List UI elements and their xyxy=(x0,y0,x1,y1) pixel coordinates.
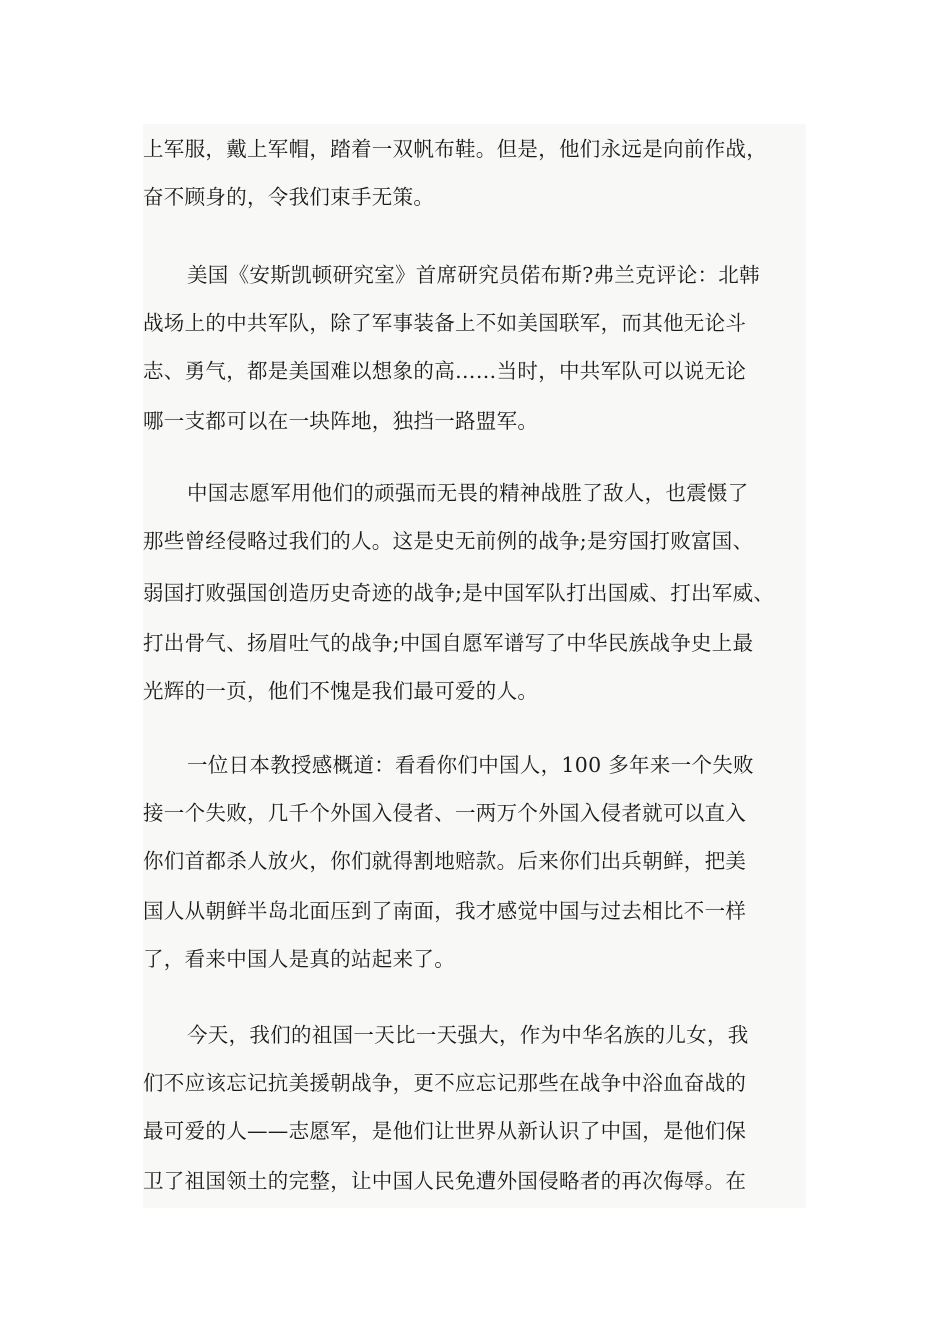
paragraph-line: 上军服，戴上军帽，踏着一双帆布鞋。但是，他们永远是向前作战， xyxy=(143,132,775,166)
paragraph-line: 了，看来中国人是真的站起来了。 xyxy=(143,947,455,971)
paragraph-line: 战场上的中共军队，除了军事装备上不如美国联军，而其他无论斗 xyxy=(143,311,747,335)
paragraph-line: 打出骨气、扬眉吐气的战争;中国自愿军谱写了中华民族战争史上最 xyxy=(143,631,754,655)
paragraph-line: 弱国打败强国创造历史奇迹的战争;是中国军队打出国威、打出军威、 xyxy=(143,576,782,610)
paragraph-line: 今天，我们的祖国一天比一天强大，作为中华名族的儿女，我 xyxy=(187,1023,749,1047)
paragraph-line: 那些曾经侵略过我们的人。这是史无前例的战争;是穷国打败富国、 xyxy=(143,529,754,553)
paragraph-line: 奋不顾身的，令我们束手无策。 xyxy=(143,185,435,209)
paragraph-line: 志、勇气，都是美国难以想象的高……当时，中共军队可以说无论 xyxy=(143,359,747,383)
paragraph-line: 国人从朝鲜半岛北面压到了南面，我才感觉中国与过去相比不一样 xyxy=(143,899,747,923)
document-text-block xyxy=(143,124,806,1208)
paragraph-line: 你们首都杀人放火，你们就得割地赔款。后来你们出兵朝鲜，把美 xyxy=(143,849,747,873)
paragraph-line: 中国志愿军用他们的顽强而无畏的精神战胜了敌人，也震慑了 xyxy=(187,481,749,505)
paragraph-line: 们不应该忘记抗美援朝战争，更不应忘记那些在战争中浴血奋战的 xyxy=(143,1071,747,1095)
paragraph-line: 卫了祖国领土的完整，让中国人民免遭外国侵略者的再次侮辱。在 xyxy=(143,1169,747,1193)
paragraph-line: 一位日本教授感概道：看看你们中国人，100 多年来一个失败 xyxy=(187,753,754,777)
paragraph-line: 哪一支都可以在一块阵地，独挡一路盟军。 xyxy=(143,409,539,433)
paragraph-line: 接一个失败，几千个外国入侵者、一两万个外国入侵者就可以直入 xyxy=(143,801,747,825)
paragraph-line: 美国《安斯凯顿研究室》首席研究员偌布斯?弗兰克评论：北韩 xyxy=(187,263,760,287)
paragraph-line: 光辉的一页，他们不愧是我们最可爱的人。 xyxy=(143,679,539,703)
paragraph-line: 最可爱的人——志愿军，是他们让世界从新认识了中国，是他们保 xyxy=(143,1119,747,1143)
